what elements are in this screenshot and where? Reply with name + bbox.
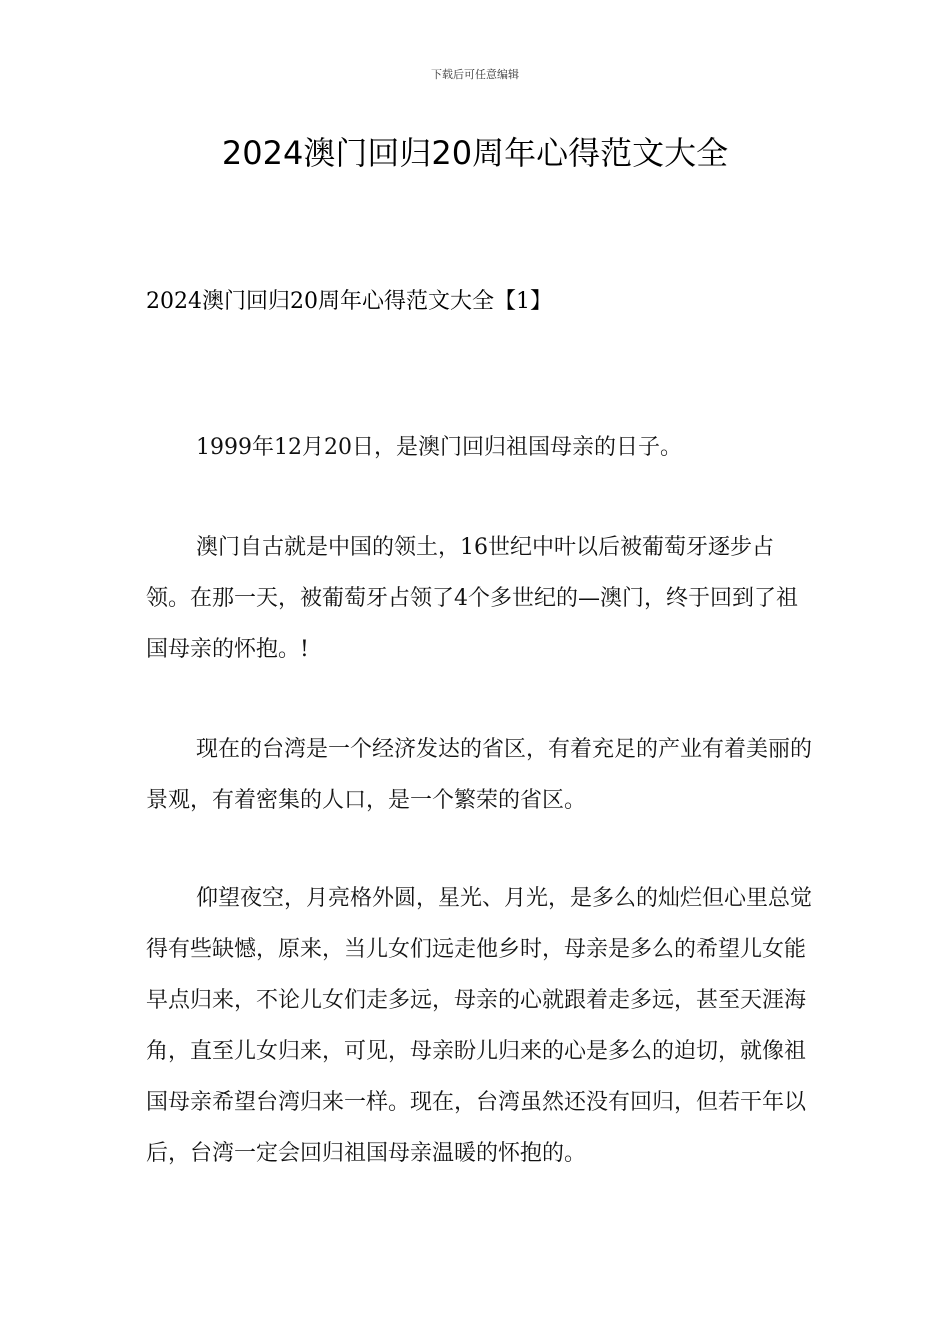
section-heading: 2024澳门回归20周年心得范文大全【1】	[146, 289, 552, 314]
paragraph-4: 仰望夜空，月亮格外圆，星光、月光，是多么的灿烂但心里总觉得有些缺憾，原来，当儿女们远走他乡时，母亲是多么的希望儿女能早点归来，不论儿女们走多远，母亲的心就跟着走多远，甚至天涯海角，直至儿女归来，可见，母亲盼儿归来的心是多么的迫切，就像祖国母亲希望台湾归来一样。现在，台湾虽然还没有回归，但若干年以后，台湾一定会回归祖国母亲温暖的怀抱的。	[146, 886, 813, 1166]
paragraph-3: 现在的台湾是一个经济发达的省区，有着充足的产业有着美丽的景观，有着密集的人口，是一个繁荣的省区。	[146, 737, 813, 813]
header-note: 下载后可任意编辑	[431, 68, 519, 81]
paragraph-2: 澳门自古就是中国的领土，16世纪中叶以后被葡萄牙逐步占领。在那一天，被葡萄牙占领了4个多世纪的—澳门，终于回到了祖国母亲的怀抱。!	[146, 535, 798, 662]
document-title: 2024澳门回归20周年心得范文大全	[221, 134, 729, 172]
paragraph-1: 1999年12月20日，是澳门回归祖国母亲的日子。	[196, 435, 682, 460]
